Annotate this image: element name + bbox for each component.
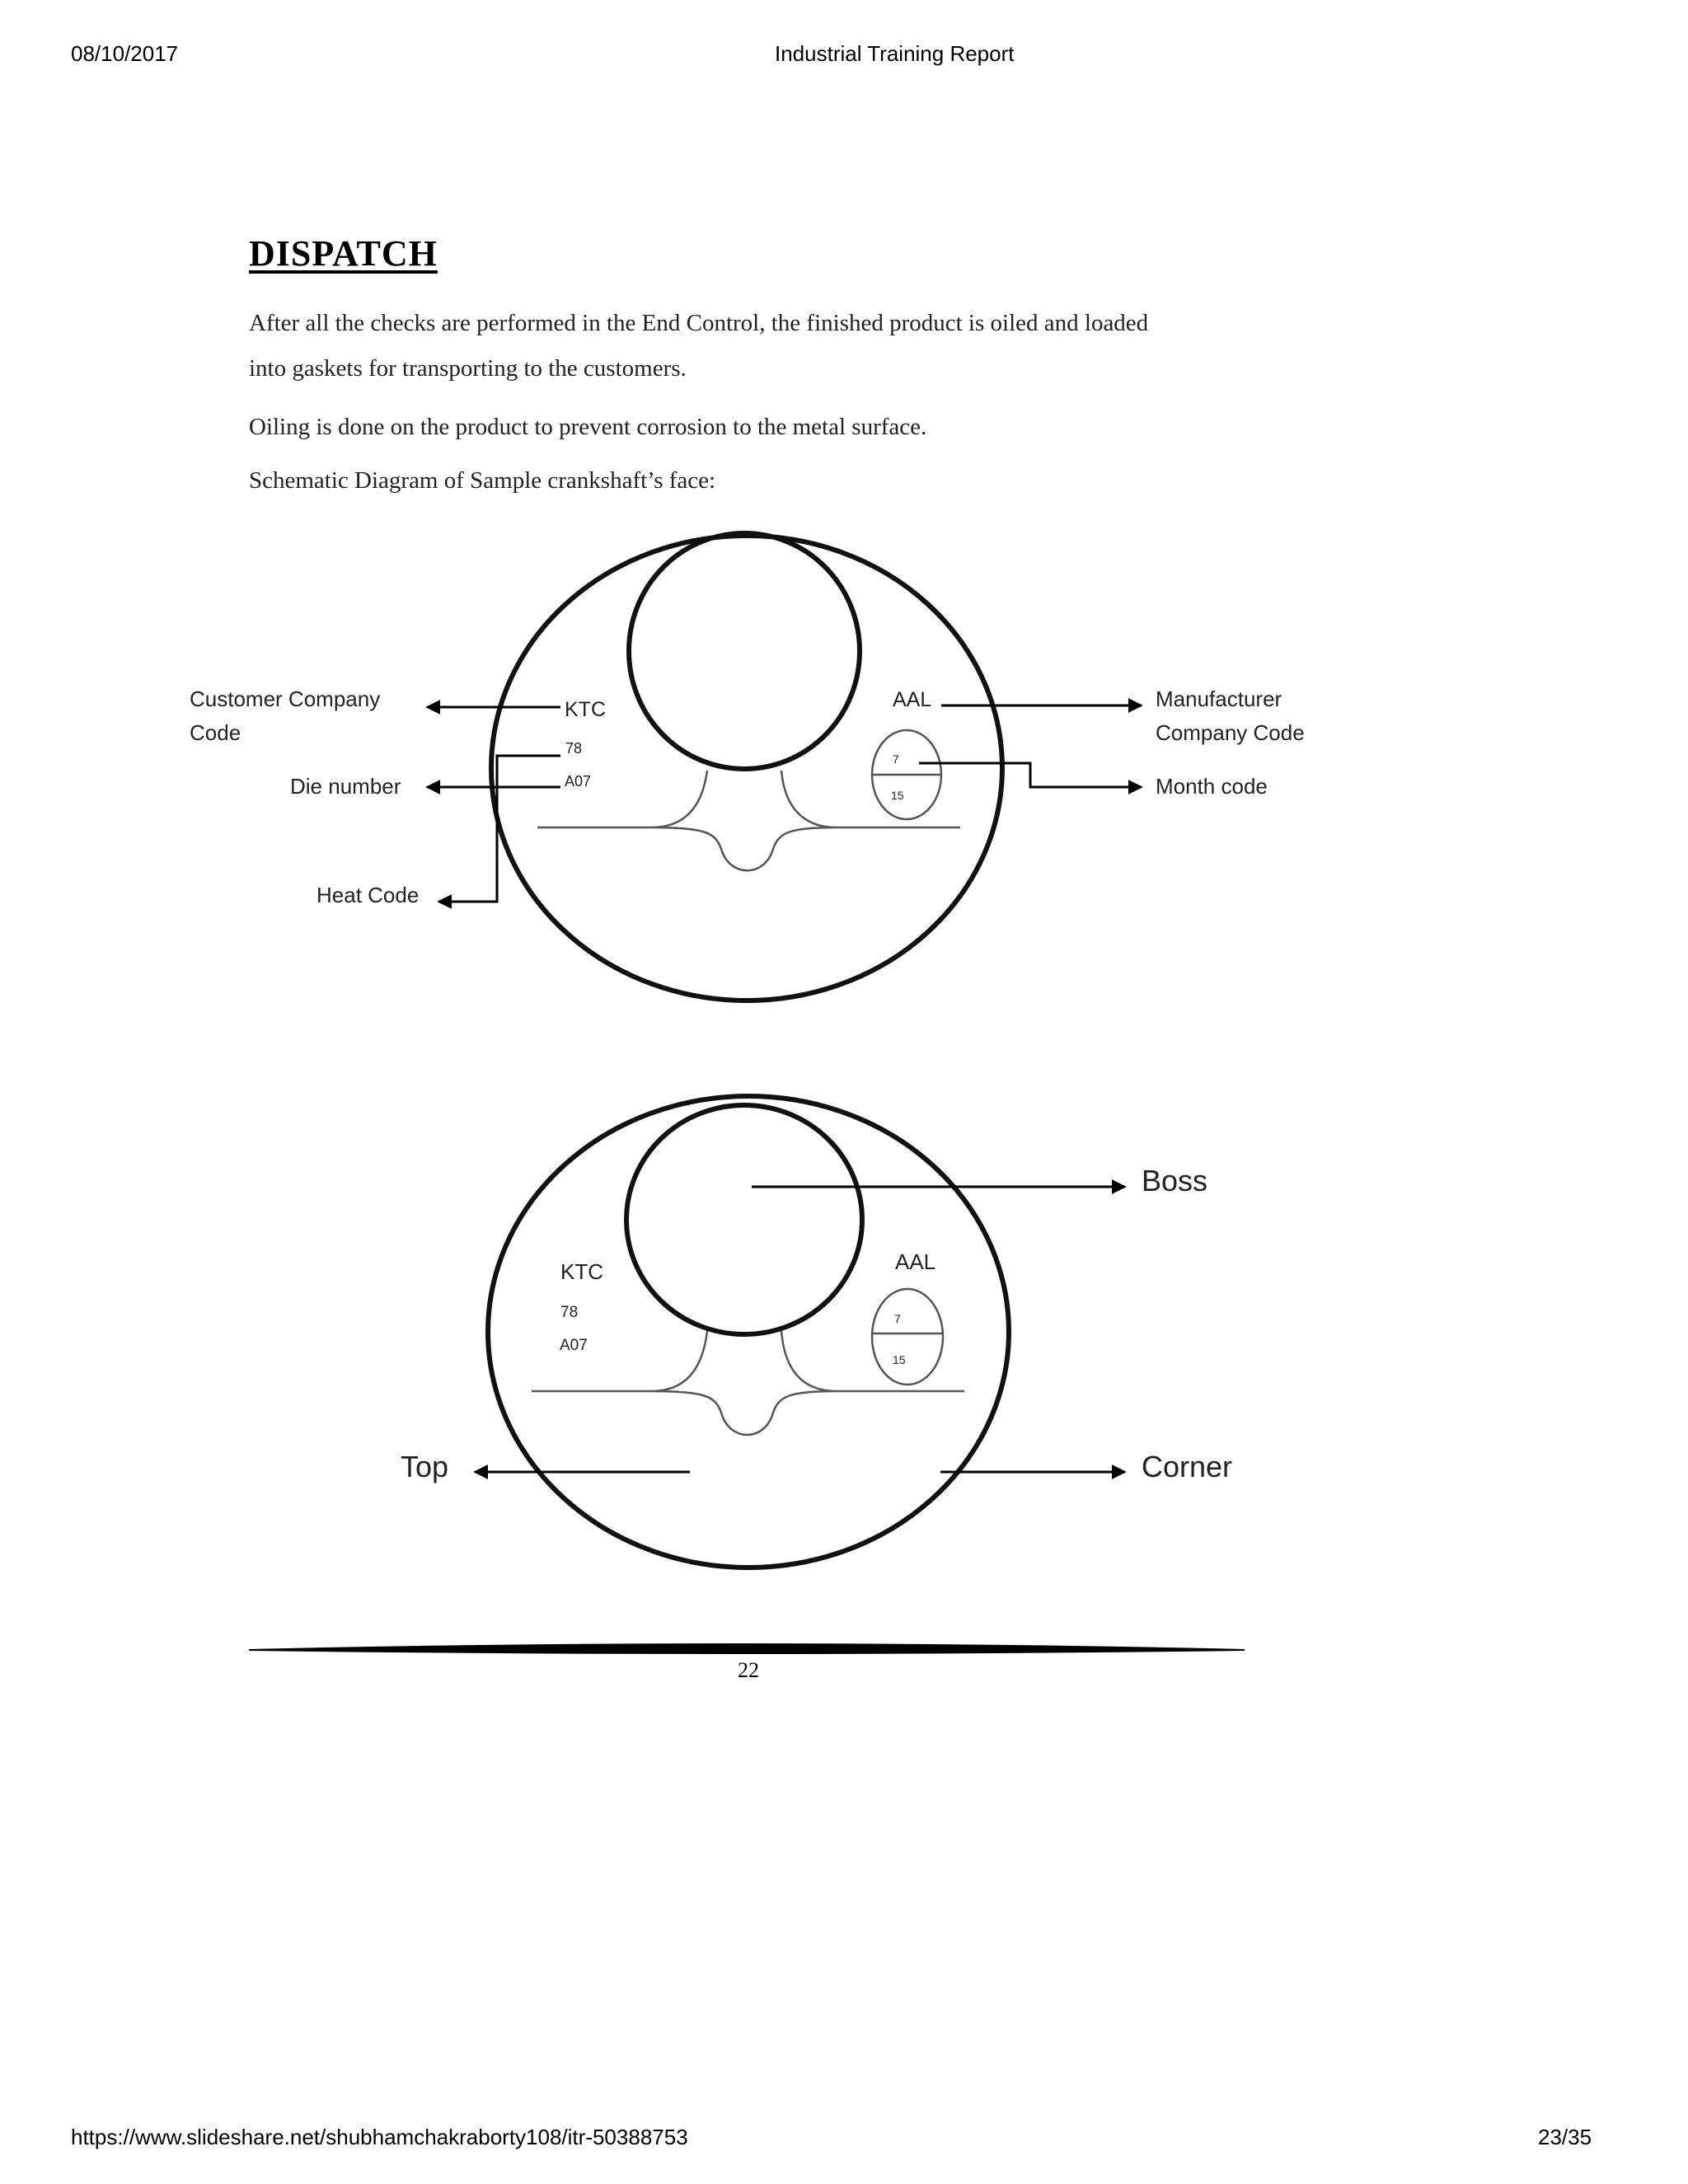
- document-header-title: Industrial Training Report: [775, 41, 1015, 66]
- month-code-arrow: [919, 763, 1142, 787]
- stamp-die-number: A07: [560, 1337, 588, 1354]
- label-manufacturer-line1: Manufacturer: [1156, 687, 1282, 711]
- stamp-month: 7: [893, 752, 899, 766]
- label-corner: Corner: [1142, 1450, 1233, 1483]
- label-customer-code-line1: Customer Company: [190, 687, 381, 711]
- crankshaft-face-diagram-2: [401, 1096, 1232, 1568]
- stamp-year: 15: [891, 789, 904, 802]
- label-heat-code: Heat Code: [316, 883, 420, 907]
- stamp-manufacturer-code: AAL: [893, 688, 932, 711]
- paragraph-intro-line2: into gaskets for transporting to the customers.: [249, 355, 687, 382]
- stamp-heat-code: 78: [560, 1304, 579, 1321]
- paragraph-oiling: Oiling is done on the product to prevent corrosion to the metal surface.: [249, 414, 927, 440]
- label-manufacturer-line2: Company Code: [1156, 720, 1305, 745]
- source-url: https://www.slideshare.net/shubhamchakraborty108/itr-50388753: [71, 2125, 688, 2149]
- label-customer-code-line2: Code: [190, 720, 241, 745]
- label-month-code: Month code: [1156, 774, 1268, 799]
- stamp-customer-code: KTC: [565, 698, 606, 721]
- stamp-customer-code: KTC: [560, 1259, 603, 1284]
- stamp-month: 7: [894, 1312, 901, 1325]
- label-boss: Boss: [1142, 1164, 1208, 1197]
- paragraph-intro-line1: After all the checks are performed in the End Control, the finished product is oiled and loaded: [249, 310, 1149, 336]
- boss-circle: [626, 1105, 862, 1334]
- label-die-number: Die number: [290, 774, 401, 799]
- footer-divider: [249, 1644, 1245, 1653]
- page-count: 23/35: [1538, 2125, 1592, 2149]
- section-title: DISPATCH: [249, 233, 438, 274]
- paragraph-diagram-caption: Schematic Diagram of Sample crankshaft’s face:: [249, 467, 716, 494]
- page-number: 22: [738, 1658, 759, 1682]
- print-date: 08/10/2017: [71, 41, 179, 66]
- stamp-manufacturer-code: AAL: [895, 1249, 936, 1274]
- crankshaft-face-diagram-1: [190, 533, 1305, 1001]
- stamp-heat-code: 78: [565, 740, 583, 757]
- stamp-die-number: A07: [565, 773, 592, 790]
- label-top: Top: [401, 1450, 449, 1483]
- boss-circle: [629, 533, 860, 769]
- web-profile: [537, 771, 960, 870]
- month-stamp-oval: [872, 1289, 943, 1385]
- stamp-year: 15: [893, 1353, 906, 1366]
